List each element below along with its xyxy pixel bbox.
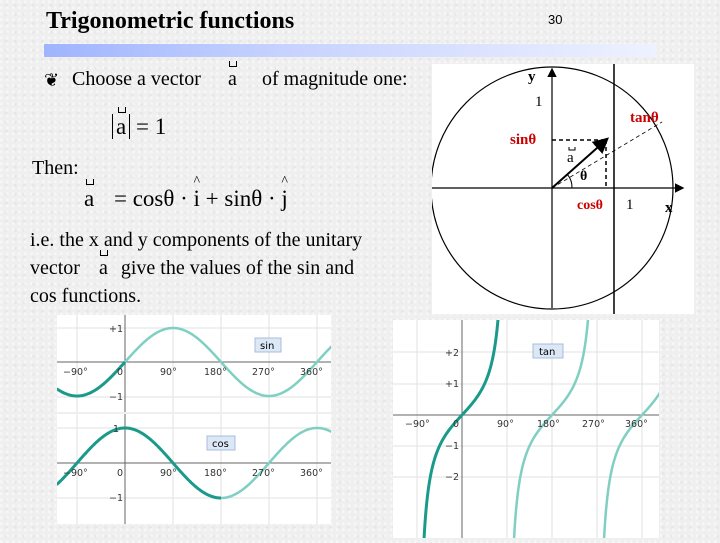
- cos-graph: [57, 414, 331, 524]
- cos-xtick-180: 180°: [204, 468, 227, 479]
- sin-xtick-270: 270°: [252, 367, 275, 378]
- vector-a-label: a: [567, 150, 574, 166]
- tan-ytick-0: 0: [453, 419, 460, 430]
- sin-xtick-360: 360°: [300, 367, 323, 378]
- tan-ytick-minus2: −2: [445, 472, 460, 483]
- tan-ytick-plus1: +1: [445, 379, 460, 390]
- magnitude-one-text: of magnitude one:: [262, 68, 408, 90]
- desc-give-values: give the values of the sin and: [120, 257, 355, 279]
- cos-ytick-0: 0: [117, 468, 124, 479]
- bullet-icon: ❦: [44, 70, 60, 91]
- desc-vector-word: vector: [30, 257, 80, 279]
- unit-circle-diagram: [432, 64, 694, 314]
- equation-cos-term: = cosθ ·: [113, 186, 188, 211]
- tan-legend-label: tan: [539, 347, 556, 358]
- desc-vector-a: a: [98, 257, 108, 279]
- magnitude-rhs: = 1: [135, 114, 167, 139]
- slide-number: 30: [548, 12, 563, 27]
- sin-xtick-180: 180°: [204, 367, 227, 378]
- description-line-3: cos functions.: [30, 285, 142, 307]
- tan-xtick-270: 270°: [582, 419, 605, 430]
- title-underline-bar: [44, 44, 656, 57]
- cos-xtick-360: 360°: [300, 468, 323, 479]
- cos-ytick-1: 1: [113, 424, 120, 435]
- tan-graph-panel: [393, 320, 659, 538]
- magnitude-bars: [112, 114, 130, 139]
- unit-vector-j: ^ j: [281, 186, 287, 212]
- unit-vector-i: ^ i: [194, 186, 200, 212]
- one-y-label: 1: [535, 94, 543, 110]
- cos-xtick-270: 270°: [252, 468, 275, 479]
- sin-theta-label: sinθ: [510, 132, 537, 148]
- sin-xtick-90: 90°: [160, 367, 177, 378]
- choose-vector-text: Choose a vector: [72, 68, 201, 90]
- y-axis-label: y: [528, 69, 536, 85]
- vector-a-letter: a: [228, 68, 237, 90]
- equation-vector-a: a: [84, 186, 95, 211]
- tan-xtick-180: 180°: [537, 419, 560, 430]
- equation-sin-term: + sinθ ·: [205, 186, 276, 211]
- tan-ytick-plus2: +2: [445, 348, 460, 359]
- sin-xtick-neg90: −90°: [63, 367, 88, 378]
- sin-graph-panel: [57, 315, 331, 412]
- magnitude-equation: [112, 114, 166, 140]
- tan-graph: [393, 320, 659, 538]
- sin-ytick-minus1: −1: [109, 392, 124, 403]
- one-x-label: 1: [626, 197, 634, 213]
- cos-xtick-90: 90°: [160, 468, 177, 479]
- sin-graph: [57, 315, 331, 412]
- tan-xtick-neg90: −90°: [405, 419, 430, 430]
- vector-a-accent: [569, 147, 575, 150]
- sin-ytick-0: 0: [117, 367, 124, 378]
- x-axis-label: x: [665, 200, 673, 216]
- sin-ytick-plus1: +1: [109, 324, 124, 335]
- tan-grid: [393, 320, 659, 538]
- sin-grid: [57, 315, 331, 412]
- tan-xtick-90: 90°: [497, 419, 514, 430]
- slide-title: Trigonometric functions: [46, 8, 295, 34]
- tan-ytick-minus1: −1: [445, 441, 460, 452]
- vector-a-symbol: [228, 68, 237, 91]
- tan-theta-label: tanθ: [630, 110, 659, 126]
- tan-xtick-360: 360°: [625, 419, 648, 430]
- then-label: Then:: [32, 157, 79, 179]
- description-line-2: [30, 257, 354, 280]
- unit-vector-arrow: [552, 140, 606, 188]
- magnitude-vector: a: [116, 114, 127, 139]
- theta-label: θ: [580, 169, 588, 184]
- cos-legend-label: cos: [212, 439, 229, 450]
- cos-grid: [57, 414, 331, 524]
- cos-xtick-neg90: −90°: [63, 468, 88, 479]
- vector-equation: [84, 186, 288, 212]
- cos-ytick-minus1: −1: [109, 493, 124, 504]
- cos-graph-panel: [57, 414, 331, 524]
- cos-theta-label: cosθ: [577, 198, 603, 213]
- description-line-1: i.e. the x and y components of the unitary: [30, 229, 363, 251]
- unit-circle-panel: [432, 64, 694, 314]
- sin-legend-label: sin: [260, 341, 275, 352]
